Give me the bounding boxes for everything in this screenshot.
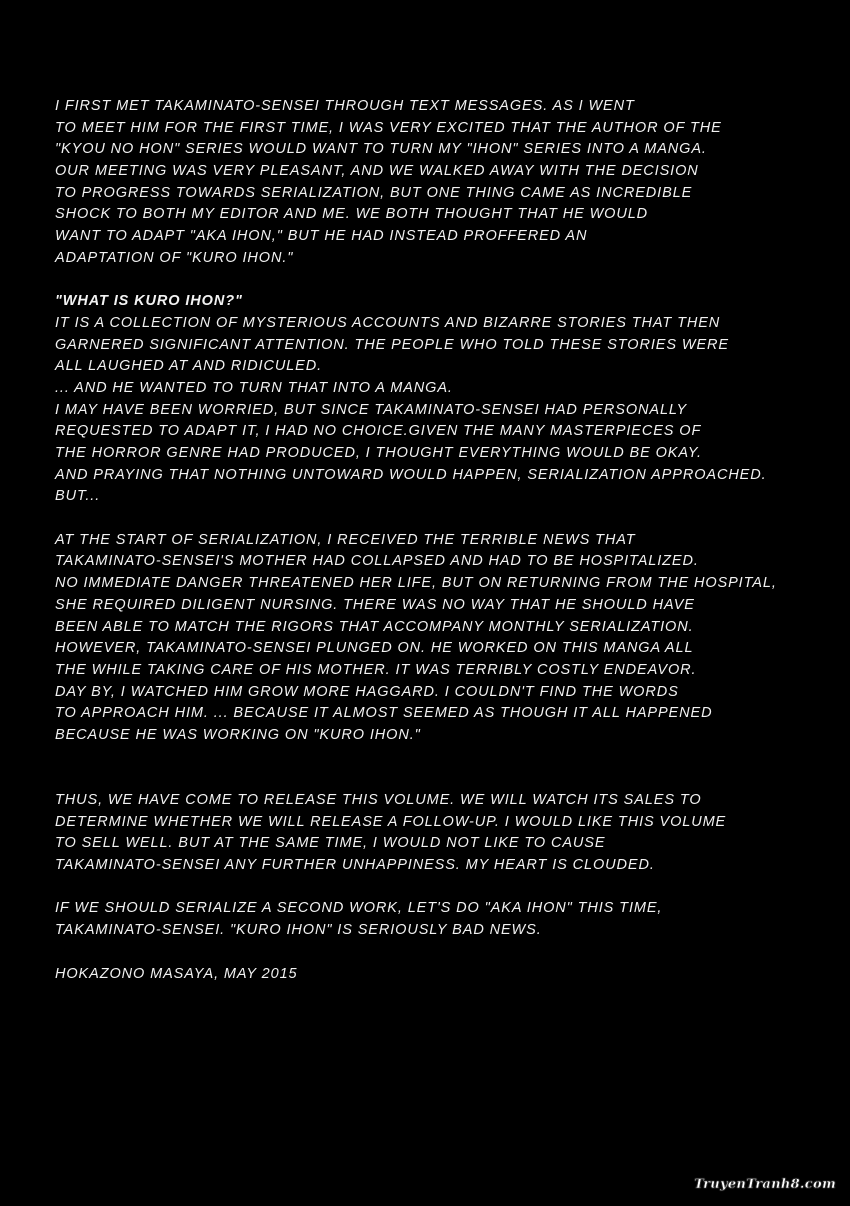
afterword-text: [55, 96, 835, 985]
text-line: AND PRAYING THAT NOTHING UNTOWARD WOULD HAPPEN, SERIALIZATION APPROACHED.: [55, 466, 767, 483]
text-line: BUT...: [55, 488, 101, 505]
text-line: HOWEVER, TAKAMINATO-SENSEI PLUNGED ON. HE WORKED ON THIS MANGA ALL: [55, 640, 694, 657]
text-line: GARNERED SIGNIFICANT ATTENTION. THE PEOPLE WHO TOLD THESE STORIES WERE: [55, 336, 729, 353]
paragraph-second-work: [55, 898, 835, 941]
watermark-logo: TruyenTranh8.com: [694, 1177, 836, 1192]
signature: [55, 964, 835, 986]
text-line: ADAPTATION OF "KURO IHON.": [55, 249, 294, 266]
text-line: I MAY HAVE BEEN WORRIED, BUT SINCE TAKAMINATO-SENSEI HAD PERSONALLY: [55, 401, 688, 418]
text-line: IT IS A COLLECTION OF MYSTERIOUS ACCOUNTS AND BIZARRE STORIES THAT THEN: [55, 314, 721, 331]
text-line: DAY BY, I WATCHED HIM GROW MORE HAGGARD. I COULDN'T FIND THE WORDS: [55, 683, 679, 700]
text-line: BEEN ABLE TO MATCH THE RIGORS THAT ACCOMPANY MONTHLY SERIALIZATION.: [55, 618, 694, 635]
text-line: TAKAMINATO-SENSEI'S MOTHER HAD COLLAPSED AND HAD TO BE HOSPITALIZED.: [55, 553, 699, 570]
text-line: DETERMINE WHETHER WE WILL RELEASE A FOLLOW-UP. I WOULD LIKE THIS VOLUME: [55, 813, 727, 830]
text-line: THE HORROR GENRE HAD PRODUCED, I THOUGHT EVERYTHING WOULD BE OKAY.: [55, 445, 702, 461]
signature-line: HOKAZONO MASAYA, MAY 2015: [55, 965, 298, 982]
text-line: TO SELL WELL. BUT AT THE SAME TIME, I WOULD NOT LIKE TO CAUSE: [55, 835, 606, 852]
heading-text: "WHAT IS KURO IHON?": [55, 293, 243, 310]
text-line: TO PROGRESS TOWARDS SERIALIZATION, BUT ONE THING CAME AS INCREDIBLE: [55, 184, 693, 201]
text-line: WANT TO ADAPT "AKA IHON," BUT HE HAD INSTEAD PROFFERED AN: [55, 228, 588, 245]
text-line: OUR MEETING WAS VERY PLEASANT, AND WE WALKED AWAY WITH THE DECISION: [55, 163, 699, 180]
text-line: TO MEET HIM FOR THE FIRST TIME, I WAS VERY EXCITED THAT THE AUTHOR OF THE: [55, 119, 722, 136]
text-line: SHOCK TO BOTH MY EDITOR AND ME. WE BOTH THOUGHT THAT HE WOULD: [55, 206, 649, 223]
paragraph-release: [55, 790, 835, 877]
text-line: THUS, WE HAVE COME TO RELEASE THIS VOLUME. WE WILL WATCH ITS SALES TO: [55, 792, 702, 809]
text-line: THE WHILE TAKING CARE OF HIS MOTHER. IT WAS TERRIBLY COSTLY ENDEAVOR.: [55, 661, 697, 678]
text-line: BECAUSE HE WAS WORKING ON "KURO IHON.": [55, 726, 421, 743]
text-line: IF WE SHOULD SERIALIZE A SECOND WORK, LET'S DO "AKA IHON" THIS TIME,: [55, 900, 663, 917]
text-line: TAKAMINATO-SENSEI ANY FURTHER UNHAPPINESS. MY HEART IS CLOUDED.: [55, 857, 655, 874]
text-line: TAKAMINATO-SENSEI. "KURO IHON" IS SERIOUSLY BAD NEWS.: [55, 922, 542, 939]
text-line: I FIRST MET TAKAMINATO-SENSEI THROUGH TEXT MESSAGES. AS I WENT: [55, 98, 635, 114]
paragraph-intro: [55, 96, 835, 270]
text-line: ... AND HE WANTED TO TURN THAT INTO A MANGA.: [55, 379, 453, 396]
text-line: TO APPROACH HIM. ... BECAUSE IT ALMOST SEEMED AS THOUGH IT ALL HAPPENED: [55, 705, 713, 722]
paragraph-serialization: [55, 530, 835, 747]
text-line: NO IMMEDIATE DANGER THREATENED HER LIFE, BUT ON RETURNING FROM THE HOSPITAL,: [55, 575, 777, 592]
section-heading: [55, 291, 835, 313]
text-line: REQUESTED TO ADAPT IT, I HAD NO CHOICE.GIVEN THE MANY MASTERPIECES OF: [55, 423, 702, 440]
text-line: "KYOU NO HON" SERIES WOULD WANT TO TURN MY "IHON" SERIES INTO A MANGA.: [55, 141, 707, 158]
paragraph-kuro-ihon: [55, 291, 835, 508]
text-line: AT THE START OF SERIALIZATION, I RECEIVED THE TERRIBLE NEWS THAT: [55, 531, 636, 548]
text-line: SHE REQUIRED DILIGENT NURSING. THERE WAS NO WAY THAT HE SHOULD HAVE: [55, 596, 695, 613]
text-line: ALL LAUGHED AT AND RIDICULED.: [55, 358, 323, 375]
